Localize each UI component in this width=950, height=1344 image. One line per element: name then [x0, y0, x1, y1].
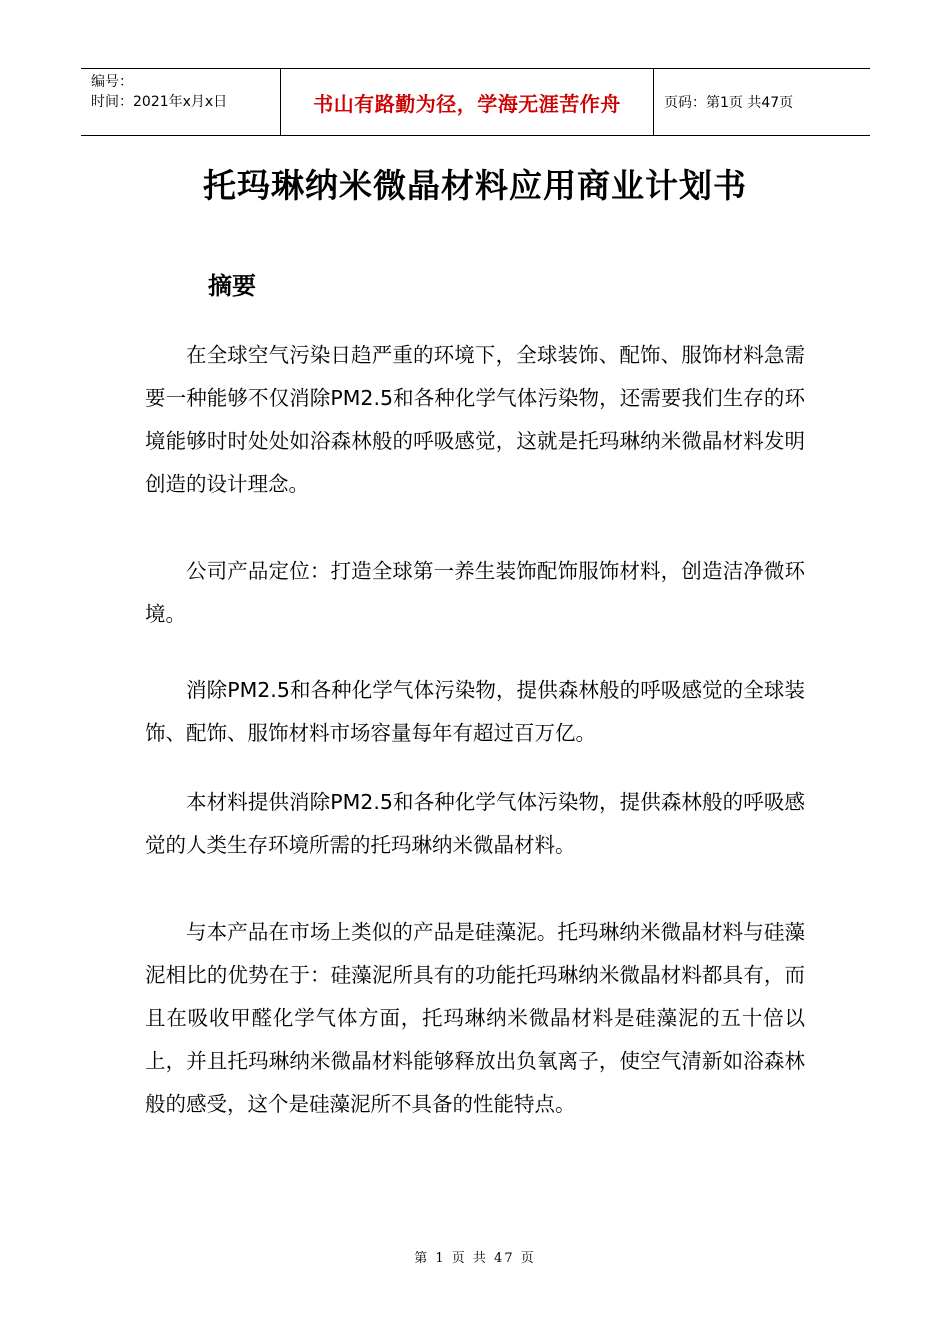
header-motto: 书山有路勤为径，学海无涯苦作舟	[313, 91, 621, 116]
header-page-label: 页码：第1页 共47页	[664, 95, 794, 111]
paragraph-4: 本材料提供消除PM2.5和各种化学气体污染物，提供森林般的呼吸感觉的人类生存环境所需的托玛琳纳米微晶材料。	[145, 790, 805, 857]
header-motto-cell	[281, 69, 654, 135]
paragraph-1: 在全球空气污染日趋严重的环境下，全球装饰、配饰、服饰材料急需要一种能够不仅消除PM2.5和各种化学气体污染物，还需要我们生存的环境能够时时处处如浴森林般的呼吸感觉，这就是托玛琳纳米微晶材料发明创造的设计理念。	[145, 343, 805, 496]
paragraph-3: 消除PM2.5和各种化学气体污染物，提供森林般的呼吸感觉的全球装饰、配饰、服饰材料市场容量每年有超过百万亿。	[145, 678, 805, 745]
paragraph-2: 公司产品定位：打造全球第一养生装饰配饰服饰材料，创造洁净微环境。	[145, 559, 805, 626]
document-time-label: 时间：2021年x月x日	[91, 94, 228, 110]
header-table	[81, 68, 870, 136]
header-meta-cell	[81, 69, 281, 135]
document-title: 托玛琳纳米微晶材料应用商业计划书	[203, 166, 747, 205]
document-number-label: 编号：	[91, 74, 133, 90]
paragraph-5: 与本产品在市场上类似的产品是硅藻泥。托玛琳纳米微晶材料与硅藻泥相比的优势在于：硅藻泥所具有的功能托玛琳纳米微晶材料都具有，而且在吸收甲醛化学气体方面，托玛琳纳米微晶材料是硅藻泥的五十倍以上，并且托玛琳纳米微晶材料能够释放出负氧离子，使空气清新如浴森林般的感受，这个是硅藻泥所不具备的性能特点。	[145, 920, 805, 1116]
section-heading-abstract: 摘要	[208, 272, 256, 300]
page-footer: 第 1 页 共 47 页	[414, 1251, 536, 1266]
header-page-cell	[654, 69, 870, 135]
